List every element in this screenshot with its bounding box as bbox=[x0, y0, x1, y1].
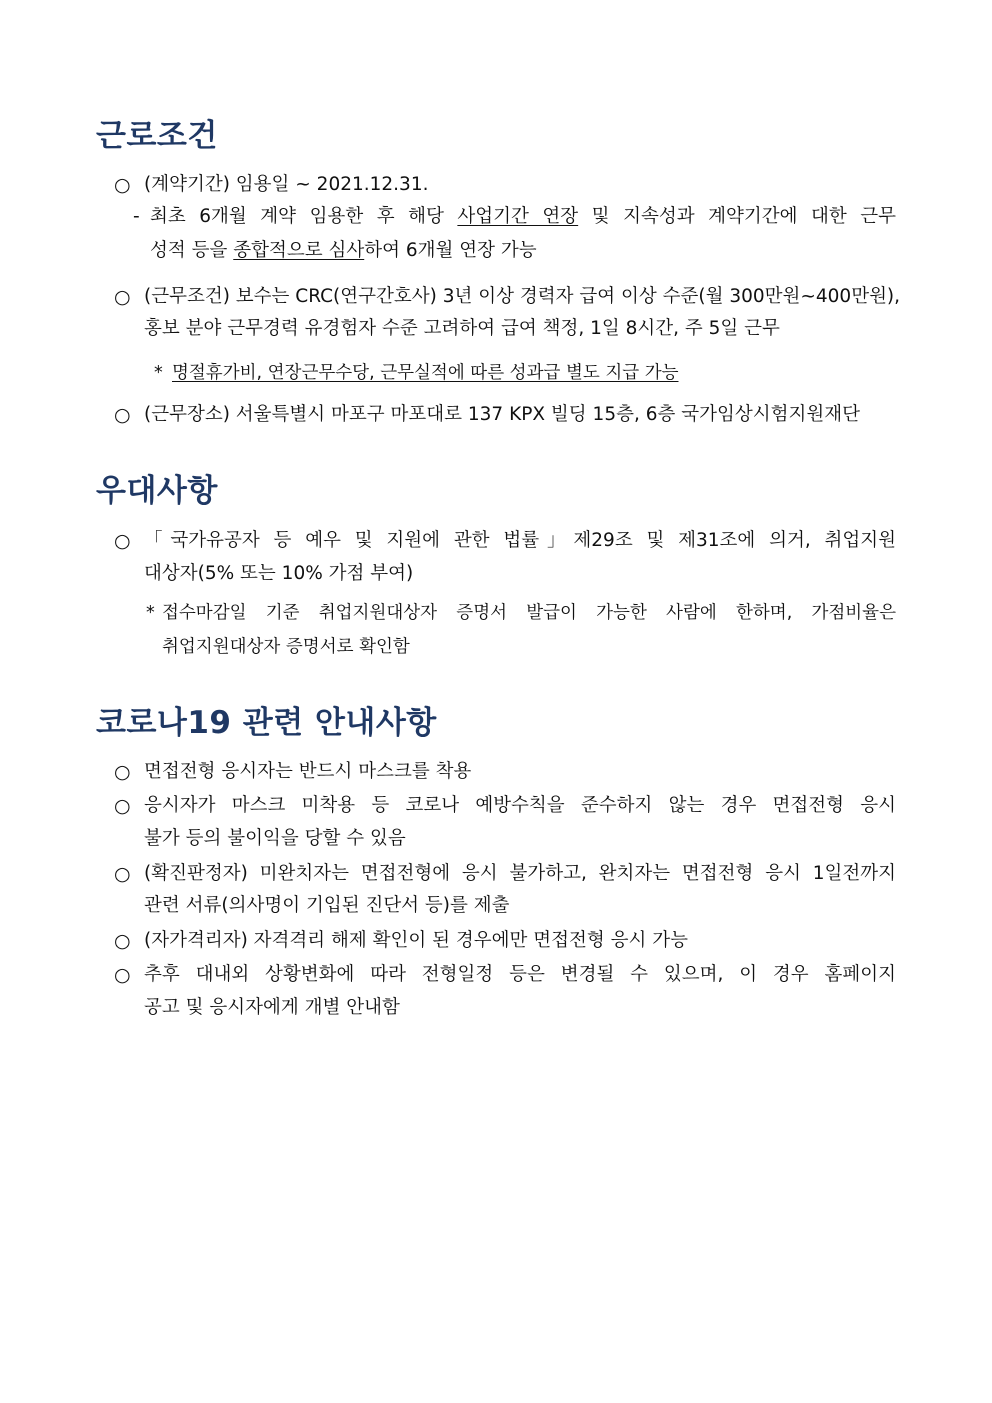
covid-mask-line: 면접전형 응시자는 반드시 마스크를 착용 bbox=[144, 761, 472, 782]
veterans-note-line-1: 접수마감일 기준 취업지원대상자 증명서 발급이 가능한 사람에 한하며, 가점비율은 bbox=[162, 603, 896, 623]
underlined-comprehensive-review: 종합적으로 심사 bbox=[233, 240, 365, 261]
bullet-icon: ○ bbox=[114, 286, 131, 308]
bullet-icon: ○ bbox=[114, 530, 131, 552]
bullet-icon: ○ bbox=[114, 863, 131, 885]
bullet-icon: ○ bbox=[114, 174, 131, 196]
section-title-covid19: 코로나19 관련 안내사항 bbox=[96, 705, 437, 741]
covid-confirmed-line-1: (확진판정자) 미완치자는 면접전형에 응시 불가하고, 완치자는 면접전형 응시 1일전까지 bbox=[144, 863, 896, 884]
bullet-icon: ○ bbox=[114, 964, 131, 986]
contract-extension-line-2: 성적 등을 종합적으로 심사하여 6개월 연장 가능 bbox=[150, 240, 537, 261]
veterans-note-asterisk: * bbox=[146, 603, 155, 623]
work-conditions-note: 명절휴가비, 연장근무수당, 근무실적에 따른 성과급 별도 지급 가능 bbox=[172, 363, 679, 383]
bullet-icon: ○ bbox=[114, 761, 131, 783]
veterans-line-2: 대상자(5% 또는 10% 가점 부여) bbox=[144, 563, 414, 584]
contract-extension-dash: - bbox=[133, 206, 140, 227]
covid-rules-line-1: 응시자가 마스크 미착용 등 코로나 예방수칙을 준수하지 않는 경우 면접전형 응시 bbox=[144, 795, 896, 816]
bullet-icon: ○ bbox=[114, 404, 131, 426]
work-conditions-line-1: (근무조건) 보수는 CRC(연구간호사) 3년 이상 경력자 급여 이상 수준(월 300만원~400만원), bbox=[144, 286, 901, 307]
bullet-icon: ○ bbox=[114, 795, 131, 817]
work-conditions-note-asterisk: * bbox=[154, 363, 163, 383]
section-title-preferences: 우대사항 bbox=[96, 473, 218, 509]
covid-schedule-line-2: 공고 및 응시자에게 개별 안내함 bbox=[144, 997, 400, 1018]
bullet-icon: ○ bbox=[114, 930, 131, 952]
contract-period-line: (계약기간) 임용일 ~ 2021.12.31. bbox=[144, 174, 429, 195]
covid-confirmed-line-2: 관련 서류(의사명이 기입된 진단서 등)를 제출 bbox=[144, 895, 510, 916]
work-conditions-line-2: 홍보 분야 근무경력 유경험자 수준 고려하여 급여 책정, 1일 8시간, 주 5일 근무 bbox=[144, 318, 780, 339]
underlined-business-extension: 사업기간 연장 bbox=[457, 206, 579, 227]
work-location-line: (근무장소) 서울특별시 마포구 마포대로 137 KPX 빌딩 15층, 6층 국가임상시험지원재단 bbox=[144, 404, 860, 425]
section-title-working-conditions: 근로조건 bbox=[96, 118, 218, 154]
contract-extension-line-1: 최초 6개월 계약 임용한 후 해당 사업기간 연장 및 지속성과 계약기간에 대한 근무 bbox=[150, 206, 896, 227]
veterans-line-1: 「국가유공자 등 예우 및 지원에 관한 법률」제29조 및 제31조에 의거, 취업지원 bbox=[144, 530, 896, 551]
covid-schedule-line-1: 추후 대내외 상황변화에 따라 전형일정 등은 변경될 수 있으며, 이 경우 홈페이지 bbox=[144, 964, 896, 985]
covid-quarantine-line: (자가격리자) 자격격리 해제 확인이 된 경우에만 면접전형 응시 가능 bbox=[144, 930, 688, 951]
covid-rules-line-2: 불가 등의 불이익을 당할 수 있음 bbox=[144, 828, 406, 849]
veterans-note-line-2: 취업지원대상자 증명서로 확인함 bbox=[162, 637, 410, 657]
